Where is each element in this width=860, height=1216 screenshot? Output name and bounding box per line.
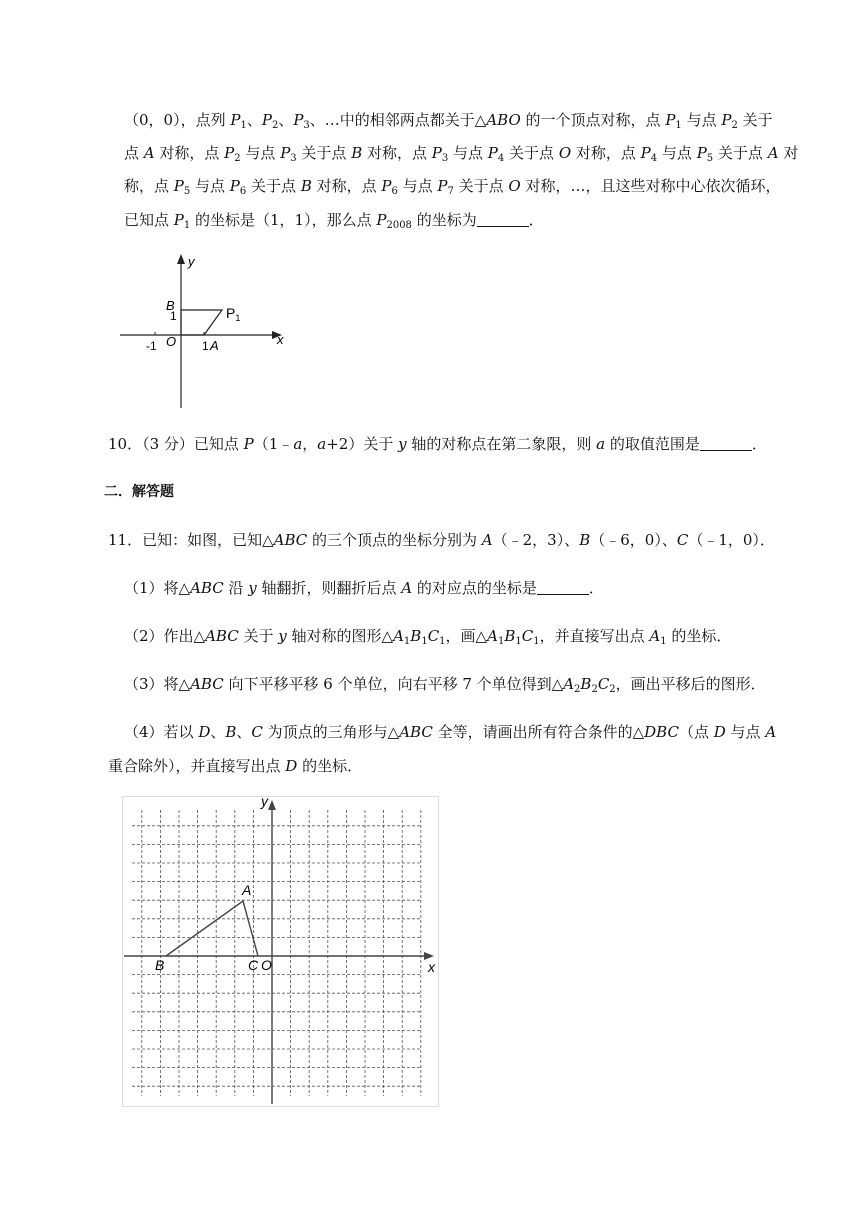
y-label: y — [188, 254, 195, 269]
label-A: A — [242, 882, 252, 898]
label-P1: $P_1$ — [226, 305, 241, 323]
y-axis-arrow — [177, 254, 185, 264]
answer-blank — [537, 580, 589, 595]
label-B: B — [166, 298, 175, 313]
q11-part-2: （2）作出△ABC 关于 y 轴对称的图形$\triangle A_1B_1C_1$，画$\triangle A_1B_1C_1$，并直接写出点 $A_1$ 的坐标． — [124, 627, 732, 647]
q11-grid-figure — [122, 796, 440, 1108]
answer-blank — [477, 212, 529, 227]
label-B: B — [155, 957, 165, 973]
q9-coordinate-figure — [118, 252, 290, 410]
label-1-y: 1 — [170, 309, 177, 323]
label-neg1: -1 — [146, 339, 157, 353]
q11-stem: 11．已知：如图，已知△ABC 的三个顶点的坐标分别为 A（﹣2，3）、B（﹣6，0）、C（﹣1，0）． — [108, 531, 775, 549]
answer-blank — [700, 436, 752, 451]
label-O: O — [166, 334, 177, 349]
q11-part-1: （1）将△ABC 沿 y 轴翻折，则翻折后点 A 的对应点的坐标是 ． — [124, 579, 604, 597]
q9-line-3: 称，点 $P_5$ 与点 $P_6$ 关于点 B 对称，点 $P_6$ 与点 $P_7$ 关于点 O 对称，…，且这些对称中心依次循环， — [124, 177, 781, 197]
figure-frame — [123, 797, 439, 1107]
x-label: x — [428, 959, 435, 975]
q11-part-4: （4）若以 D、B、C 为顶点的三角形与△ABC 全等，请画出所有符合条件的△DBC（点 D 与点 A — [124, 723, 777, 741]
x-label: x — [277, 332, 284, 347]
label-O: O — [261, 957, 272, 973]
q11-part-4-cont: 重合除外），并直接写出点 D 的坐标． — [108, 757, 363, 775]
label-C: C — [248, 957, 259, 973]
label-1-x: 1 — [202, 339, 209, 353]
q11-part-3: （3）将△ABC 向下平移平移 6 个单位，向右平移 7 个单位得到$\triangle A_2B_2C_2$，画出平移后的图形． — [124, 675, 766, 695]
y-label: y — [261, 796, 268, 809]
q9-line-4: 已知点 $P_1$ 的坐标是（1，1），那么点 $P_{2008}$ 的坐标为 ． — [124, 211, 544, 231]
q9-line-1: （0，0），点列 $P_1$、$P_2$、$P_3$、…中的相邻两点都关于△ABO 的一个顶点对称，点 $P_1$ 与点 $P_2$ 关于 — [124, 111, 773, 131]
q9-line-2: 点 A 对称，点 $P_2$ 与点 $P_3$ 关于点 B 对称，点 $P_3$ 与点 $P_4$ 关于点 O 对称，点 $P_4$ 与点 $P_5$ 关于点 A 对 — [124, 144, 799, 164]
triangle-abo-p1 — [181, 310, 222, 335]
label-A: A — [210, 338, 219, 353]
q10-text: 10．（3 分）已知点 P（1﹣a，a+2）关于 y 轴的对称点在第二象限，则 a 的取值范围是 ． — [108, 435, 767, 453]
section-title: 二．解答题 — [104, 484, 174, 500]
